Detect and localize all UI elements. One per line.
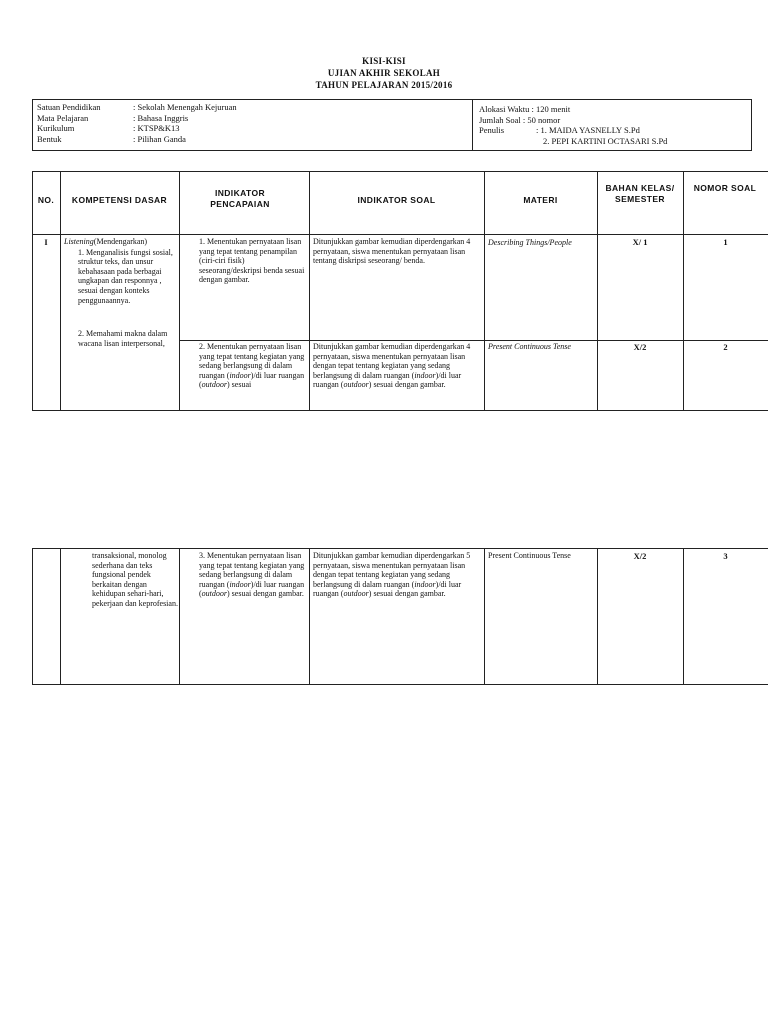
is-2-c: )/di luar ruangan ( (313, 370, 462, 390)
materi-cell-2: Present Continuous Tense (488, 342, 571, 351)
info-right (479, 104, 667, 146)
kd-cell-cont: transaksional, monolog sederhana dan teks fungsional pendek berkaitan dengan kehidupan sehari-hari, pekerjaan dan keprofesian. (92, 551, 178, 608)
ip-cell-1: 1. Menentukan pernyataan lisan yang tepat tentang penampilan (ciri-ciri fisik) seseorang/deskripsi benda sesuai dengan gambar. (199, 237, 305, 285)
header-bahan-kelas-semester: BAHAN KELAS/ SEMESTER (605, 183, 675, 204)
info-jumlah: Jumlah Soal : 50 nomor (479, 114, 561, 125)
info-left-values (133, 102, 237, 144)
info-value-mapel: : Bahasa Inggris (133, 112, 189, 123)
kd-item-2: 2. Memahami makna dalam wacana lisan interpersonal, (78, 329, 168, 348)
bahan-cell-3: X/2 (633, 551, 647, 561)
doc-title-tahun: TAHUN PELAJARAN 2015/2016 (315, 80, 453, 90)
ip-3-a: 3. Menentukan pernyataan lisan yang tepat tentang kegiatan yang sedang berlangsung di dalam ruangan ( (199, 551, 305, 589)
info-label-kurikulum: Kurikulum (37, 123, 75, 133)
header-kompetensi-dasar: KOMPETENSI DASAR (71, 195, 168, 205)
kd-lead-italic: Listening (64, 237, 94, 246)
is-3-c: )/di luar ruangan ( (313, 579, 462, 599)
bahan-cell-1: X/ 1 (632, 237, 648, 247)
header-no: NO. (37, 195, 55, 205)
info-penulis-2: 2. PEPI KARTINI OCTASARI S.Pd (543, 135, 668, 146)
info-penulis-row (479, 125, 667, 136)
info-left-labels (37, 102, 101, 144)
is-cell-3 (313, 551, 483, 599)
is-cell-1: Ditunjukkan gambar kemudian diperdengarkan 4 pernyataan, siswa menentukan pernyataan lisan tentang diskripsi seseorang/ benda. (313, 237, 471, 266)
is-cell-2 (313, 342, 483, 390)
info-divider (472, 99, 473, 151)
info-alokasi: Alokasi Waktu : 120 menit (479, 104, 571, 114)
nomor-cell-1: 1 (723, 237, 728, 247)
info-label-satuan: Satuan Pendidikan (37, 102, 101, 112)
bahan-cell-2: X/2 (633, 342, 647, 352)
info-value-bentuk: : Pilihan Ganda (133, 133, 186, 144)
is-3-e: ) sesuai dengan gambar. (368, 589, 446, 599)
col-line (60, 171, 61, 411)
kd-lead (64, 237, 178, 247)
col-line (683, 548, 684, 685)
nomor-cell-3: 3 (723, 551, 728, 561)
ip-3-d: outdoor (201, 589, 228, 599)
kd-item-1: 1. Menganalisis fungsi sosial, struktur teks, dan unsur kebahasaan pada berbagai ungkapan dan responnya , sesuai dengan konteks penggunaannya. (78, 247, 173, 305)
col-line (309, 171, 310, 411)
row-divider (179, 340, 768, 341)
doc-title-ujian: UJIAN AKHIR SEKOLAH (327, 68, 441, 78)
table-header-divider (32, 234, 768, 235)
info-penulis-1: : 1. MAIDA YASNELLY S.Pd (536, 125, 640, 135)
header-materi: MATERI (523, 195, 558, 205)
col-line (597, 171, 598, 411)
col-line (309, 548, 310, 685)
col-line (484, 548, 485, 685)
col-line (179, 548, 180, 685)
kd-cell (64, 237, 178, 348)
materi-cell-3: Present Continuous Tense (488, 551, 571, 560)
is-3-b: indoor (414, 579, 436, 589)
col-line (179, 171, 180, 411)
row-no: I (44, 237, 48, 247)
col-line (683, 171, 684, 411)
info-label-mapel: Mata Pelajaran (37, 112, 89, 123)
is-2-a: Ditunjukkan gambar kemudian diperdengarkan 4 pernyataan, siswa menentukan pernyataan lisan dengan tepat tentang kegiatan yang sedang berlangsung di dalam ruangan ( (313, 342, 471, 380)
ip-2-d: outdoor (201, 380, 228, 390)
is-3-a: Ditunjukkan gambar kemudian diperdengarkan 5 pernyataan, siswa menentukan pernyataan lisan dengan tepat tentang kegiatan yang sedang berlangsung di dalam ruangan ( (313, 551, 471, 589)
col-line (60, 548, 61, 685)
is-2-e: ) sesuai dengan gambar. (368, 380, 446, 390)
col-line (484, 171, 485, 411)
header-indikator-soal: INDIKATOR SOAL (357, 195, 436, 205)
ip-2-c: )/di luar ruangan ( (199, 370, 305, 390)
header-nomor-soal: NOMOR SOAL (693, 183, 757, 193)
header-indikator-pencapaian: INDIKATOR PENCAPAIAN (210, 188, 270, 209)
ip-cell-2 (199, 342, 307, 410)
is-2-b: indoor (414, 370, 436, 380)
info-label-bentuk: Bentuk (37, 133, 62, 144)
doc-title-kisi: KISI-KISI (362, 56, 406, 66)
col-line (597, 548, 598, 685)
ip-cell-3 (199, 551, 307, 599)
info-value-satuan: : Sekolah Menengah Kejuruan (133, 102, 237, 112)
is-3-d: outdoor (343, 589, 369, 599)
materi-cell-1: Describing Things/People (488, 238, 572, 247)
info-penulis-label: Penulis (479, 125, 505, 135)
ip-2-b: indoor (229, 370, 251, 380)
ip-3-b: indoor (229, 579, 251, 589)
ip-3-e: ) sesuai dengan gambar. (227, 589, 304, 599)
ip-2-a: 2. Menentukan pernyataan lisan yang tepat tentang kegiatan yang sedang berlangsung di dalam ruangan ( (199, 342, 305, 380)
kd-lead-text: (Mendengarkan) (93, 237, 148, 246)
nomor-cell-2: 2 (723, 342, 728, 352)
is-2-d: outdoor (343, 380, 369, 390)
info-value-kurikulum: : KTSP&K13 (133, 123, 180, 133)
ip-3-c: )/di luar ruangan ( (199, 579, 305, 599)
ip-2-e: ) sesuai (227, 380, 252, 390)
